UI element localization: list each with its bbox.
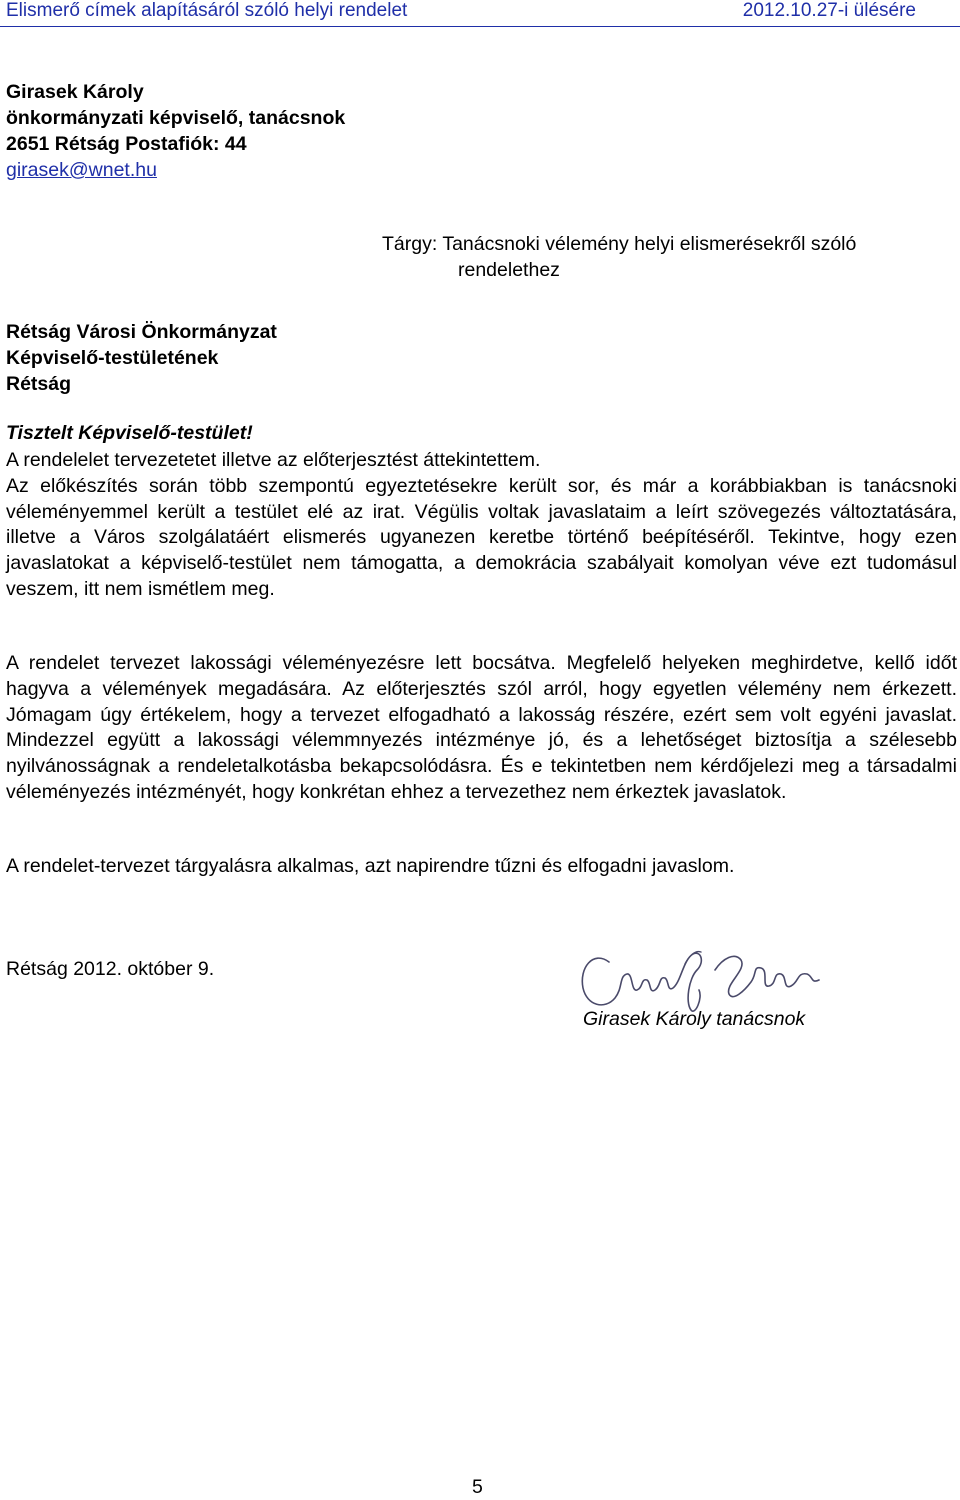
paragraph-3 — [6, 854, 957, 880]
sender-name: Girasek Károly — [6, 81, 144, 103]
running-header — [0, 0, 960, 27]
paragraph-1 — [6, 448, 957, 603]
sender-email-link[interactable]: girasek@wnet.hu — [6, 159, 157, 181]
subject-line-1: Tárgy: Tanácsnoki vélemény helyi elismerésekről szóló — [382, 233, 857, 255]
sender-address: 2651 Rétság Postafiók: 44 — [6, 133, 247, 155]
sender-role: önkormányzati képviselő, tanácsnok — [6, 107, 346, 129]
signature-name: Girasek Károly tanácsnok — [583, 1008, 806, 1030]
date-line: Rétság 2012. október 9. — [6, 958, 215, 980]
paragraph-1-body: Az előkészítés során több szempontú egyeztetésekre került sor, és már a korábbiakban is tanácsnoki véleményemmel került a testület elé az irat. Végülis voltak javaslataim a leírt szövegezés változtatására, illetve a Város szolgálatáért elismerés ugyanezen keretbe történő beépítéséről. Tekintve, hogy ezen javaslatokat a képviselő-testület nem támogatta, a demokrácia szabályait komolyan véve ezt tudomásul veszem, itt nem ismétlem meg. — [6, 474, 957, 600]
paragraph-1-first-line: A rendelelet tervezetetet illetve az előterjesztést áttekintettem. — [6, 449, 541, 471]
subject-line-2: rendelethez — [458, 259, 560, 281]
recipient-block — [6, 319, 277, 397]
header-meeting-date: 2012.10.27-i ülésére — [742, 0, 916, 21]
paragraph-3-body: A rendelet-tervezet tárgyalásra alkalmas, azt napirendre tűzni és elfogadni javaslom. — [6, 855, 735, 877]
recipient-line-2: Képviselő-testületének — [6, 347, 219, 369]
recipient-line-3: Rétság — [6, 373, 72, 395]
sender-block — [6, 79, 345, 183]
recipient-line-1: Rétság Városi Önkormányzat — [6, 321, 277, 343]
page-number: 5 — [472, 1476, 483, 1498]
header-title: Elismerő címek alapításáról szóló helyi rendelet — [6, 0, 408, 21]
paragraph-2 — [6, 651, 957, 806]
paragraph-2-body: A rendelet tervezet lakossági véleményezésre lett bocsátva. Megfelelő helyeken meghirdetve, kellő időt hagyva a vélemények megadására. Az előterjesztés szól arról, hogy egyetlen vélemény nem érkezett. Jómagam úgy értékelem, hogy a tervezet elfogadható a lakosság részére, ezért sem volt egyéni javaslat. Mindezzel együtt a lakossági vélemmnyezés intézménye jó, és a lehetőséget biztosítja a szélesebb nyilvánosságnak a rendeletalkotásba bekapcsolódásra. És e tekintetben nem kérdőjelezi meg a társadalmi véleményezés intézményét, hogy konkrétan ehhez a tervezethez nem érkeztek javaslatok. — [6, 652, 957, 803]
subject-block — [382, 231, 856, 283]
greeting: Tisztelt Képviselő-testület! — [6, 422, 253, 444]
